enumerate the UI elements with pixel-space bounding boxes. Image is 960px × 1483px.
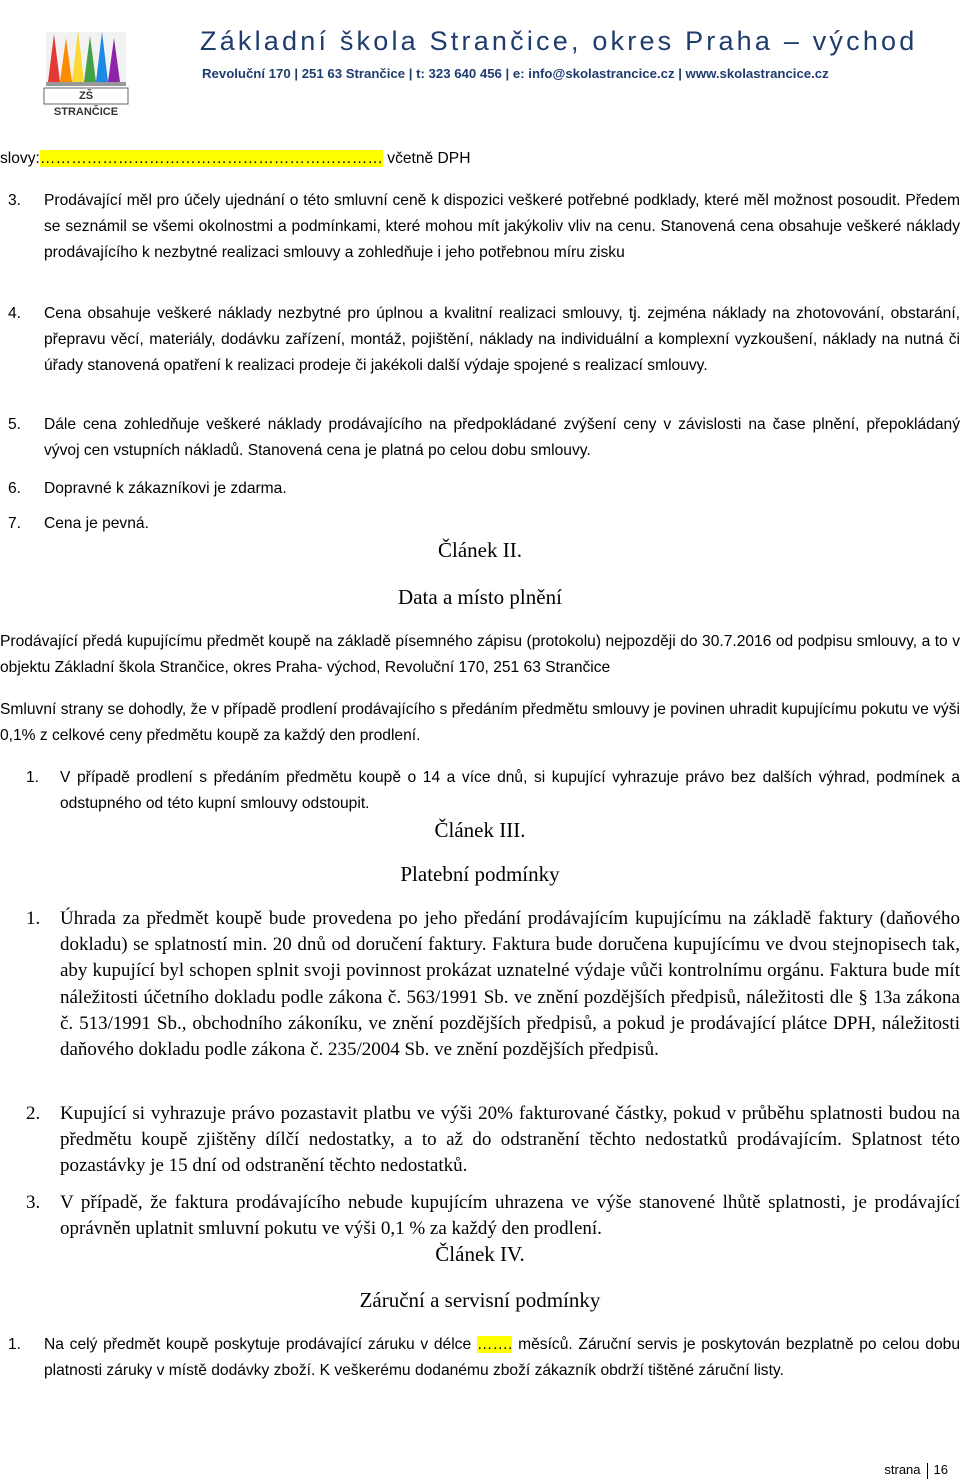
list-item-text: Prodávající měl pro účely ujednání o této smluvní ceně k dispozici veškeré potřebné podklady, které měl možnost posoudit. Předem se seznámil se všemi okolnostmi a podmínkami, které mohou mít jakýkoliv vliv na cenu. Stanovená cena obsahuje veškeré náklady prodávajícího k nezbytné realizaci smlouvy a zohledňuje i jeho potřebnou míru zisku bbox=[44, 192, 960, 261]
list-number: 7. bbox=[8, 515, 22, 532]
page-label: strana bbox=[884, 1462, 921, 1477]
warranty-months-blank: ……. bbox=[476, 1336, 513, 1353]
price-words-blank: ………………………………………………………… bbox=[39, 150, 383, 167]
article-2-paragraph-2: Smluvní strany se dohodly, že v případě prodlení prodávajícího s předáním předmětu smlouvy je povinen uhradit kupujícímu pokutu ve výši 0,1% z celkové ceny předmětu koupě za každý den prodlení. bbox=[0, 701, 960, 744]
list-item-text: V případě, že faktura prodávajícího nebude kupujícím uhrazena ve výše stanovené lhůtě splatnosti, je prodávající oprávněn uplatnit smluvní pokutu ve výši 0,1 % za každý den prodlení. bbox=[60, 1192, 960, 1240]
article-4-title: Článek IV. bbox=[435, 1242, 525, 1266]
price-item-6 bbox=[0, 476, 960, 502]
article-2-subtitle: Data a místo plnění bbox=[398, 585, 562, 609]
payment-item-3 bbox=[0, 1190, 960, 1244]
article-2-title: Článek II. bbox=[438, 538, 522, 562]
price-item-3 bbox=[0, 188, 960, 292]
school-name: Základní škola Strančice, okres Praha – východ bbox=[200, 26, 918, 56]
list-item-text: Dopravné k zákazníkovi je zdarma. bbox=[44, 480, 287, 497]
warranty-text-start: Na celý předmět koupě poskytuje prodávající záruku v délce bbox=[44, 1336, 477, 1353]
list-number: 1. bbox=[26, 769, 40, 786]
school-logo bbox=[40, 24, 132, 118]
list-number: 4. bbox=[8, 305, 22, 322]
page-footer bbox=[884, 1462, 948, 1479]
article-3-subtitle: Platební podmínky bbox=[400, 862, 560, 886]
list-item-text bbox=[44, 1332, 960, 1384]
price-words-label: slovy: bbox=[0, 150, 40, 167]
list-number: 3. bbox=[8, 192, 22, 209]
payment-item-2 bbox=[0, 1101, 960, 1181]
price-item-4 bbox=[0, 301, 960, 405]
payment-item-1 bbox=[0, 906, 960, 1090]
article-4-subtitle: Záruční a servisní podmínky bbox=[359, 1288, 601, 1312]
list-number: 1. bbox=[26, 908, 41, 929]
price-item-7 bbox=[0, 511, 960, 537]
price-item-5 bbox=[0, 412, 960, 464]
page-number: 16 bbox=[933, 1462, 948, 1477]
list-number: 3. bbox=[26, 1192, 41, 1213]
school-contact: Revoluční 170 | 251 63 Strančice | t: 323 640 456 | e: info@skolastrancice.cz | www.skolastrancice.cz bbox=[202, 66, 829, 81]
list-item-text: Dále cena zohledňuje veškeré náklady prodávajícího na předpokládané zvýšení ceny v závislosti na čase plnění, přepokládaný vývoj cen vstupních nákladů. Stanovená cena je platná po celou dobu smlouvy. bbox=[44, 416, 960, 459]
price-in-words-line bbox=[0, 146, 470, 172]
logo-text: ZŠ STRANČICE bbox=[53, 90, 119, 118]
list-item-text: Kupující si vyhrazuje právo pozastavit platbu ve výši 20% fakturované částky, pokud v průběhu splatnosti budou na předmětu koupě zjištěny dílčí nedostatky, a to až do odstranění těchto nedostatků prodávajícím. Splatnost této pozastávky je 15 dní od odstranění těchto nedostatků. bbox=[60, 1103, 960, 1177]
list-number: 5. bbox=[8, 416, 22, 433]
article-3-title: Článek III. bbox=[434, 818, 526, 842]
article-2-item-1 bbox=[0, 765, 960, 817]
list-item-text: Cena je pevná. bbox=[44, 515, 149, 532]
list-number: 2. bbox=[26, 1103, 41, 1124]
footer-separator bbox=[927, 1463, 928, 1479]
price-words-suffix: včetně DPH bbox=[382, 150, 471, 167]
list-number: 1. bbox=[8, 1336, 22, 1353]
article-2-paragraph-1: Prodávající předá kupujícímu předmět koupě na základě písemného zápisu (protokolu) nejpozději do 30.7.2016 od podpisu smlouvy, a to v objektu Základní škola Strančice, okres Praha- východ, Revoluční 170, 251 63 Strančice bbox=[0, 633, 960, 676]
warranty-text-end: měsíců. Záruční servis je poskytován bezplatně po celou dobu platnosti záruky v místě dodávky zboží. K veškerému dodanému zboží zákazník obdrží tištěné záruční listy. bbox=[44, 1336, 960, 1379]
warranty-item-1 bbox=[0, 1332, 960, 1412]
list-number: 6. bbox=[8, 480, 22, 497]
list-item-text: Cena obsahuje veškeré náklady nezbytné pro úplnou a kvalitní realizaci smlouvy, tj. zejména náklady na zhotovování, obstarání, přepravu věcí, materiály, dodávku zařízení, montáž, pojištění, náklady na individuální a komplexní vyzkoušení, náklady na nutná či úřady stanovená opatření k realizaci prodeje či jakékoli další výdaje spojené s realizací smlouvy. bbox=[44, 305, 960, 374]
list-item-text: Úhrada za předmět koupě bude provedena po jeho předání prodávajícím kupujícímu na základě faktury (daňového dokladu) se splatností min. 20 dnů od doručení faktury. Faktura bude doručena kupujícímu ve dvou stejnopisech tak, aby kupující byl schopen splnit svoji povinnost prokázat uznatelné výdaje vůči kontrolnímu orgánu. Faktura bude mít náležitosti účetního dokladu podle zákona č. 563/1991 Sb. ve znění pozdějších předpisů, náležitosti dle § 13a zákona č. 513/1991 Sb., obchodního zákoníku, ve znění pozdějších předpisů, a pokud je prodávající plátce DPH, náležitosti daňového dokladu podle zákona č. 235/2004 Sb. ve znění pozdějších předpisů. bbox=[60, 908, 960, 1061]
list-item-text: V případě prodlení s předáním předmětu koupě o 14 a více dnů, si kupující vyhrazuje právo bez dalších výhrad, podmínek a odstupného od této kupní smlouvy odstoupit. bbox=[60, 769, 960, 812]
